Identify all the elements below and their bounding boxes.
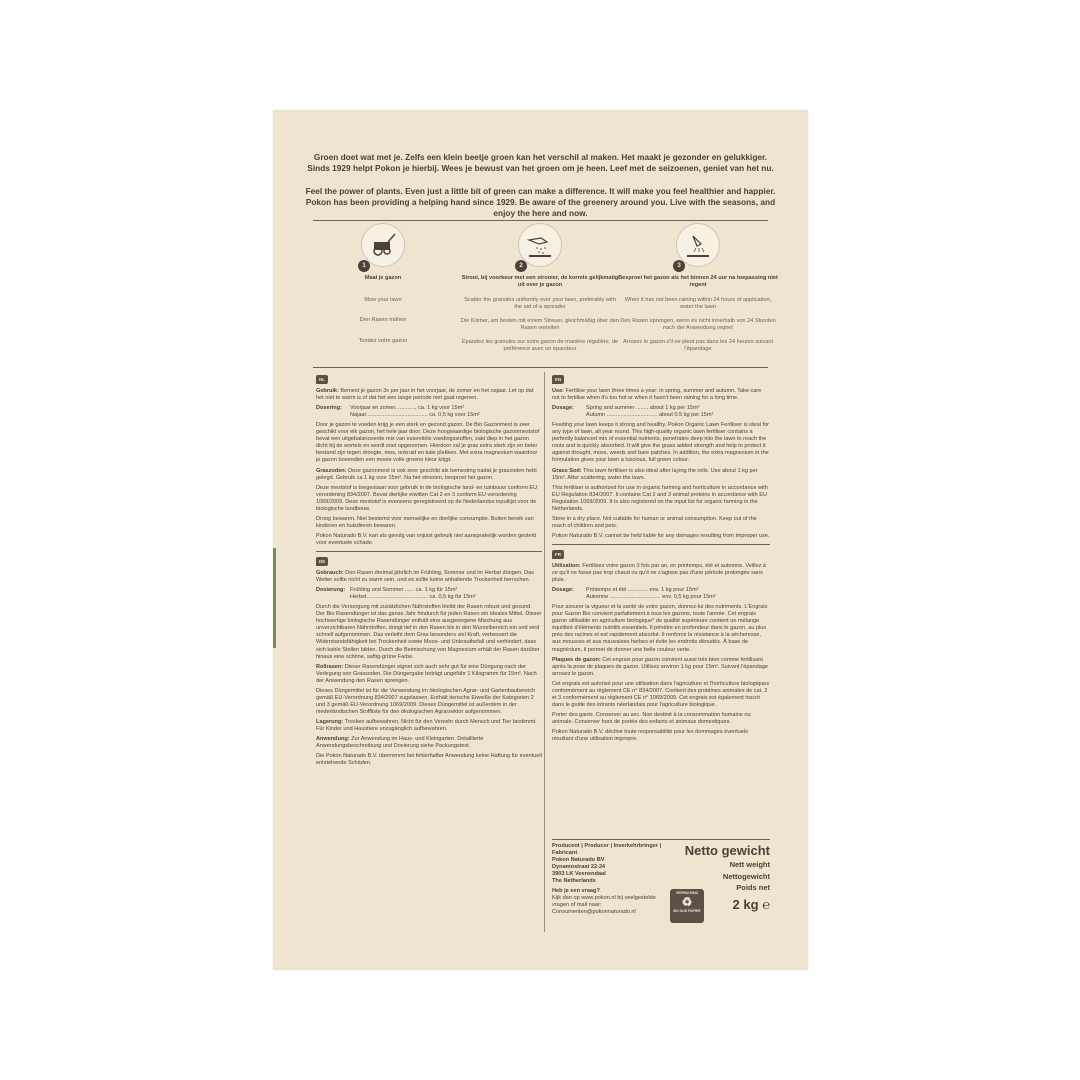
step-text-de: Die Körner, am besten mit einem Streuer, gleichmäßig über den Rasen verteilen — [461, 317, 619, 332]
fr-sod: Cet engrais pour gazon convient aussi très bien comme fertilisant après la pose de plaques de gazon. Utilisez environ 1 kg pour 15m². Suivant l'épandage arrosez le gazon. — [552, 656, 768, 677]
producer-info — [552, 843, 662, 916]
producer-country: The Netherlands — [552, 878, 596, 884]
de-sod: Dieser Rasendünger eignet sich auch sehr gut für eine Düngung nach der Verlegung von Grassoden. Die Düngergabe beträgt ungefähr 1 Kilogramm für 15m². Nach der Anwendung den Rasen sprengen. — [316, 663, 537, 684]
question-heading: Heb je een vraag? — [552, 888, 600, 894]
language-tag-de: DE — [316, 557, 328, 566]
step-2 — [460, 223, 620, 353]
step-text-fr: Tondez votre gazon — [358, 337, 408, 344]
packaging-back-panel — [273, 110, 808, 970]
en-body: Feeding your lawn keeps it strong and healthy. Pokon Organic Lawn Fertiliser is ideal for any type of lawn, all year round. This high-quality organic lawn fertiliser contains a perfectly balanced mix of essential nutrients, penetrates deep into the lawn to reach the roots and is quickly absorbed. It will give the grass added strength and help to protect it against drought, moss, weeds and bare patches. In addition, the extra magnesium in the formulation gives your lawn a luscious, full green colour. — [552, 422, 769, 464]
nl-body: Door je gazon te voeden krijg je een sterk en gezond gazon. De Bio Gazonmest is zeer geschikt voor elk gazon, het hele jaar door. Deze hoogwaardige biologische gazonmeststof bevat een uitgebalanceerde mix van essentiële voedingsstoffen, zakt diep in het gazon dicht bij de wortels en wordt snel opgenomen. Hierdoor zal je gras extra sterk zijn en beter bestand zijn tegen droogte, mos, onkruid en kale plekken. Met extra magnesium waardoor je gazon bovendien een mooie volle groene kleur krijgt. — [316, 422, 540, 464]
step-text-en: Mow your lawn — [364, 297, 402, 303]
fr-regulation: Cet engrais est autorisé pour une utilisation dans l'agriculture et l'horticulture biologiques conformément au règlement CE n° 834/2007. Contient des protéines animales de cat. 2 et 3 conformément au règlement CE n° 1069/2009. Cet engrais est également inscrit dans le guide des intrants néerlandais pour l'agriculture biologique. — [552, 680, 770, 708]
language-tag-nl: NL — [316, 375, 328, 384]
nl-dose-1: Voorjaar en zomer.............. ca. 1 kg voor 15m² — [350, 405, 465, 412]
divider-top — [313, 220, 768, 221]
section-fr: FR Utilisation: Fertilisez votre gazon 3 fois par an, en printemps, été et automne. Veillez à ce qu'il ne fasse pas trop chaud ou qu'il ne s'agisse pas d'une période prolongée sans pluie. Dosage: Printemps et été ............. env. 1 kg pour 15m² Automne ................................. env. 0,5 kg pour 15m² Pour assurer la vigueur et la santé de votre gazon, donnez-lui des nutriments. L'Engrais pour Gazon Bio convient parfaitement à tous les gazons, toute l'année. Cet engrais gazon utilisable en agriculture biologique* de qualité supérieure contient un mélange équilibré d'éléments nutritifs essentiels. Il pénètre en profondeur dans le gazon, au plus près des racines et est rapidement absorbé. Il renforce la résistance à la sécheresse, aux mousses et aux mauvaises herbes et évite les endroits dénudés. À base de magnésium, il permet de donner une belle couleur verte. Plaques de gazon: Cet engrais pour gazon convient aussi très bien comme fertilisant après la pose de plaques de gazon. Utilisez environ 1 kg pour 15m². Suivant l'épandage arrosez le gazon. Cet engrais est autorisé pour une utilisation dans l'agriculture et l'horticulture biologiques conformément au règlement CE n° 834/2007. Contient des protéines animales de cat. 2 et 3 conformément au règlement CE n° 1069/2009. Cet engrais est également inscrit dans le guide des intrants néerlandais pour l'agriculture biologique. Porter des gants. Conserver au sec. Non destiné à la consommation humaine ou animale. Conserver hors de portée des enfants et animaux domestiques. Pokon Naturado B.V. décline toute responsabilité pour les dommages éventuels résultant d'une utilisation impropre. — [552, 551, 770, 743]
de-use: Den Rasen dreimal jährlich im Frühling, Sommer und im Herbst düngen. Das Wetter sollte nicht zu warm sein, und es sollte keine anhaltende Trockenheit herrschen. — [316, 570, 534, 584]
nl-use: Bemest je gazon 3x per jaar in het voorjaar, de zomer en het najaar. Let op dat het niet te warm is of dat het een lange periode niet gaat regenen. — [316, 388, 534, 402]
step-title: Strooi, bij voorkeur met een strooier, de korrels gelijkmatig uit over je gazon — [461, 275, 619, 289]
fr-dose-2: Automne ................................. env. 0,5 kg pour 15m² — [586, 594, 716, 601]
step-text-en: Scatter the granules uniformly over your lawn, preferably with the aid of a spreader — [464, 297, 616, 311]
sprinkler-icon — [676, 223, 720, 267]
step-3 — [618, 223, 778, 353]
estimated-sign-icon: ℮ — [762, 896, 770, 912]
en-storage: Store in a dry place. Not suitable for human or animal consumption. Keep out of the reach of children and pets. — [552, 515, 757, 529]
en-regulation: This fertiliser is authorized for use in organic farming and horticulture in accordance with EU Regulation 834/2007. It contains Cat 2 and 3 animal proteins in accordance with EU Regulation 1069/2009. It is also registered on the input list for organic farming in the Netherlands. — [552, 484, 768, 512]
net-weight-en: Nett weight — [729, 860, 770, 869]
step-text-en: When it has not been raining within 24 hours of application, water the lawn — [624, 297, 772, 311]
fr-dose-1: Printemps et été ............. env. 1 kg pour 15m² — [586, 587, 699, 594]
fr-use: Fertilisez votre gazon 3 fois par an, en printemps, été et automne. Veillez à ce qu'il ne fasse pas trop chaud ou qu'il ne s'agisse pas d'une période prolongée sans pluie. — [552, 562, 766, 584]
step-number: 3 — [673, 260, 685, 272]
en-use: Fertilise your lawn three times a year: in spring, summer and autumn. Take care not to fertilise when it's too hot or when it hasn't been raining for a long time. — [552, 388, 762, 402]
net-weight-fr: Poids net — [736, 883, 770, 892]
producer-street: Dynamostraat 22-24 — [552, 864, 606, 870]
recycle-paper-icon: VERPAKKING ♻ BIJ OUD PAPIER — [670, 889, 704, 923]
de-regulation: Dieses Düngemittel ist für die Verwendung im ökologischen Agrar- und Gartenbaubereich gemäß EU-Verordnung 834/2007 zugelassen. Enthält tierische Eiweiße der Kategorien 2 und 3 gemäß EU-Verordnung 1069/2009. Dieses Düngemittel ist außerdem in der niederländischen Stoffliste für den ökologischen Agrarsektor aufgenommen. — [316, 687, 536, 715]
fr-body: Pour assurer la vigueur et la santé de votre gazon, donnez-lui des nutriments. L'Engrais pour Gazon Bio convient parfaitement à tous les gazons, toute l'année. Cet engrais gazon utilisable en agriculture biologique* de qualité supérieure contient un mélange équilibré d'éléments nutritifs essentiels. Il pénètre en profondeur dans le gazon, au plus près des racines et est rapidement absorbé. Il renforce la résistance à la sécheresse, aux mousses et aux mauvaises herbes et évite les endroits dénudés. À base de magnésium, il permet de donner une belle couleur verte. — [552, 604, 768, 653]
column-divider — [544, 372, 545, 932]
net-weight-de: Nettogewicht — [722, 871, 770, 881]
net-weight — [685, 843, 770, 914]
en-liability: Pokon Naturado B.V. cannot be held liable for any damages resulting from improper use. — [552, 532, 770, 539]
instruction-steps — [303, 223, 778, 373]
nl-storage: Droog bewaren. Niet bestemd voor menselijke en dierlijke consumptie. Buiten bereik van kinderen en huisdieren bewaren. — [316, 515, 534, 529]
de-storage: Trocken aufbewahren. Nicht für den Verzehr durch Mensch und Tier bestimmt. Für Kinder und Haustiere unzugänglich aufbewahren. — [316, 718, 537, 732]
step-text-fr: Épandez les granules sur votre gazon de manière régulière, de préférence avec un épandeur — [461, 338, 619, 353]
footer-block — [552, 843, 770, 938]
step-number: 1 — [358, 260, 370, 272]
nl-sod: Deze gazonmest is ook zeer geschikt als bemesting nadat je graszoden hebt gelegd. Gebruik ca 1 kg voor 15m². Na het strooien, besproei het gazon. — [316, 467, 537, 481]
de-dose-2: Herbst........................................ ca. 0,5 kg für 15m² — [350, 594, 476, 601]
mower-icon — [361, 223, 405, 267]
language-tag-fr: FR — [552, 550, 564, 559]
intro-english: Feel the power of plants. Even just a little bit of green can make a difference. It will make you feel healthier and happier. Pokon has been providing a helping hand since 1929. Be aware of the greenery around you. Live with the seasons, and enjoy the here and now. — [305, 186, 776, 218]
de-liability: Die Pokon Naturado B.V. übernimmt bei fehlerhafter Anwendung keine Haftung für eventuell entstehende Schäden. — [316, 753, 542, 767]
column-right — [552, 375, 770, 746]
spreading-hand-icon — [518, 223, 562, 267]
de-application: Zur Anwendung im Haus- und Kleingarten. Detaillierte Anwendungsbeschreibung und Dosierung siehe Packungstext. — [316, 736, 484, 750]
net-weight-value: 2 kg — [732, 896, 759, 912]
nl-dose-2: Najaar........................................ ca. 0,5 kg voor 15m² — [350, 412, 480, 419]
column-left — [316, 375, 542, 770]
en-dose-1: Spring and summer ........ about 1 kg per 15m² — [586, 405, 700, 412]
en-dose-2: Autumn ................................. about 0.5 kg per 15m² — [586, 412, 714, 419]
contact-text: Kijk dan op www.pokon.nl bij veelgestelde vragen of mail naar: Consumenten@pokonnaturado.nl — [552, 895, 656, 915]
section-nl: NL Gebruik: Bemest je gazon 3x per jaar in het voorjaar, de zomer en het najaar. Let op dat het niet te warm is of dat het een lange periode niet gaat regenen. Dosering: Voorjaar en zomer.............. ca. 1 kg voor 15m² Najaar........................................ ca. 0,5 kg voor 15m² Door je gazon te voeden krijg je een sterk en gezond gazon. De Bio Gazonmest is zeer geschikt voor elk gazon, het hele jaar door. Deze hoogwaardige biologische gazonmeststof bevat een uitgebalanceerde mix van essentiële voedingsstoffen, zakt diep in het gazon dicht bij de wortels en wordt snel opgenomen. Hierdoor zal je gras extra sterk zijn en beter bestand zijn tegen droogte, mos, onkruid en kale plekken. Met extra magnesium waardoor je gazon bovendien een mooie volle groene kleur krijgt. Graszoden: Deze gazonmest is ook zeer geschikt als bemesting nadat je graszoden hebt gelegd. Gebruik ca 1 kg voor 15m². Na het strooien, besproei het gazon. Deze meststof is toegestaan voor gebruik in de biologische land- en tuinbouw conform EU verordening 834/2007. Bevat dierlijke eiwitten Cat 2 en 3 conform EU verordening 1069/2009. Deze meststof is eveneens geregistreerd op de Nederlandse inputlijst voor de biologische landbouw. Droog bewaren. Niet bestemd voor menselijke en dierlijke consumptie. Buiten bereik van kinderen en huisdieren bewaren. Pokon Naturado B.V. kan als gevolg van onjuist gebruik niet aansprakelijk worden gesteld voor eventuele schade. — [316, 375, 542, 547]
de-body: Durch die Versorgung mit zusätzlichen Nährstoffen bleibt der Rasen robust und gesund. Der Bio Rasendünger ist das ganze Jahr hindurch für jeden Rasen ein ideales Mittel. Dieser hochwertige biologische Rasendünger enthält eine ausgewogene Mischung aus unverzichtbaren Nährstoffen, dringt tief in den Rasen bis in den Wurzelbereich ein und wird schnell aufgenommen. Das verleiht dem Gras besonders viel Kraft, verbessert die Widerstandsfähigkeit bei Trockenheit sowie Moos- und Unkrautbefall und verhindert, dass sich kahle Stellen bilden. Durch die Beimischung von Magnesium erhält der Rasen darüber hinaus eine schöne, saftig-grüne Farbe. — [316, 604, 542, 660]
net-weight-nl: Netto gewicht — [684, 843, 770, 858]
en-sod: This lawn fertiliser is also ideal after laying the rolls. Use about 1 kg per 15m². After scattering, water the lawn. — [552, 467, 758, 481]
section-de: DE Gebrauch: Den Rasen dreimal jährlich im Frühling, Sommer und im Herbst düngen. Das Wetter sollte nicht zu warm sein, und es sollte keine anhaltende Trockenheit herrschen. Dosierung: Frühling und Sommer ...... ca. 1 kg für 15m² Herbst........................................ ca. 0,5 kg für 15m² Durch die Versorgung mit zusätzlichen Nährstoffen bleibt der Rasen robust und gesund. Der Bio Rasendünger ist das ganze Jahr hindurch für jeden Rasen ein ideales Mittel. Dieser hochwertige biologische Rasendünger enthält eine ausgewogene Mischung aus unverzichtbaren Nährstoffen, dringt tief in den Rasen bis in den Wurzelbereich ein und wird schnell aufgenommen. Das verleiht dem Gras besonders viel Kraft, verbessert die Widerstandsfähigkeit bei Trockenheit sowie Moos- und Unkrautbefall und verhindert, dass sich kahle Stellen bilden. Durch die Beimischung von Magnesium erhält der Rasen darüber hinaus eine schöne, saftig-grüne Farbe. Rollrasen: Dieser Rasendünger eignet sich auch sehr gut für eine Düngung nach der Verlegung von Grassoden. Die Düngergabe beträgt ungefähr 1 Kilogramm für 15m². Nach der Anwendung den Rasen sprengen. Dieses Düngemittel ist für die Verwendung im ökologischen Agrar- und Gartenbaubereich gemäß EU-Verordnung 834/2007 zugelassen. Enthält tierische Eiweiße der Kategorien 2 und 3 gemäß EU-Verordnung 1069/2009. Dieses Düngemittel ist außerdem in der niederländischen Stoffliste für den ökologischen Agrarsektor aufgenommen. Lagerung: Trocken aufbewahren. Nicht für den Verzehr durch Mensch und Tier bestimmt. Für Kinder und Haustiere unzugänglich aufbewahren. Anwendung: Zur Anwendung im Haus- und Kleingarten. Detaillierte Anwendungsbeschreibung und Dosierung siehe Packungstext. Die Pokon Naturado B.V. übernimmt bei fehlerhafter Anwendung keine Haftung für eventuell entstehende Schäden. — [316, 558, 542, 767]
producer-heading: Producent | Producer | Inverkehrbringer | Fabricant — [552, 843, 662, 856]
step-text-fr: Arrosez le gazon s'il ne pleut pas dans les 24 heures suivant l'épandage — [622, 338, 773, 353]
nl-liability: Pokon Naturado B.V. kan als gevolg van onjuist gebruik niet aansprakelijk worden gesteld voor eventuele schade. — [316, 532, 536, 546]
divider-mid — [313, 367, 768, 368]
de-dose-1: Frühling und Sommer ...... ca. 1 kg für 15m² — [350, 587, 458, 594]
side-color-strip — [273, 548, 276, 648]
intro-dutch: Groen doet wat met je. Zelfs een klein beetje groen kan het verschil al maken. Het maakt je gezonder en gelukkiger. Sinds 1929 helpt Pokon je hierbij. Wees je bewust van het groen om je heen. Leef met de seizoenen, geniet van het nu. — [307, 152, 774, 173]
step-text-de: Den Rasen sprengen, wenn es nicht innerhalb von 24 Stunden nach der Anwendung regnet — [620, 317, 776, 332]
fr-liability: Pokon Naturado B.V. décline toute responsabilité pour les dommages éventuels résultant d'une utilisation impropre. — [552, 728, 748, 743]
producer-city: 3903 LK Veenendaal — [552, 871, 606, 877]
section-en: EN Use: Fertilise your lawn three times a year: in spring, summer and autumn. Take care not to fertilise when it's too hot or when it hasn't been raining for a long time. Dosage: Spring and summer ........ about 1 kg per 15m² Autumn ................................. about 0.5 kg per 15m² Feeding your lawn keeps it strong and healthy. Pokon Organic Lawn Fertiliser is ideal for any type of lawn, all year round. This high-quality organic lawn fertiliser contains a perfectly balanced mix of essential nutrients, penetrates deep into the lawn to reach the roots and is quickly absorbed. It will give the grass added strength and help to protect it against drought, moss, weeds and bare patches. In addition, the extra magnesium in the formulation gives your lawn a luscious, full green colour. Grass Sod: This lawn fertiliser is also ideal after laying the rolls. Use about 1 kg per 15m². After scattering, water the lawn. This fertiliser is authorized for use in organic farming and horticulture in accordance with EU Regulation 834/2007. It contains Cat 2 and 3 animal proteins in accordance with EU Regulation 1069/2009. It is also registered on the input list for organic farming in the Netherlands. Store in a dry place. Not suitable for human or animal consumption. Keep out of the reach of children and pets. Pokon Naturado B.V. cannot be held liable for any damages resulting from improper use. — [552, 377, 770, 539]
language-tag-en: EN — [552, 375, 564, 384]
producer-name: Pokon Naturado BV — [552, 857, 605, 863]
step-number: 2 — [515, 260, 527, 272]
step-title: Maai je gazon — [364, 275, 402, 281]
fr-storage: Porter des gants. Conserver au sec. Non destiné à la consommation humaine ou animale. Conserver hors de portée des enfants et animaux domestiques. — [552, 711, 751, 725]
step-1 — [303, 223, 463, 345]
nl-regulation: Deze meststof is toegestaan voor gebruik in de biologische land- en tuinbouw conform EU verordening 834/2007. Bevat dierlijke eiwitten Cat 2 en 3 conform EU verordening 1069/2009. Deze meststof is eveneens geregistreerd op de Nederlandse inputlijst voor de biologische landbouw. — [316, 484, 538, 512]
step-title: Besproei het gazon als het binnen 24 uur na toepassing niet regent — [618, 275, 778, 289]
step-text-de: Den Rasen mähen — [359, 317, 407, 324]
